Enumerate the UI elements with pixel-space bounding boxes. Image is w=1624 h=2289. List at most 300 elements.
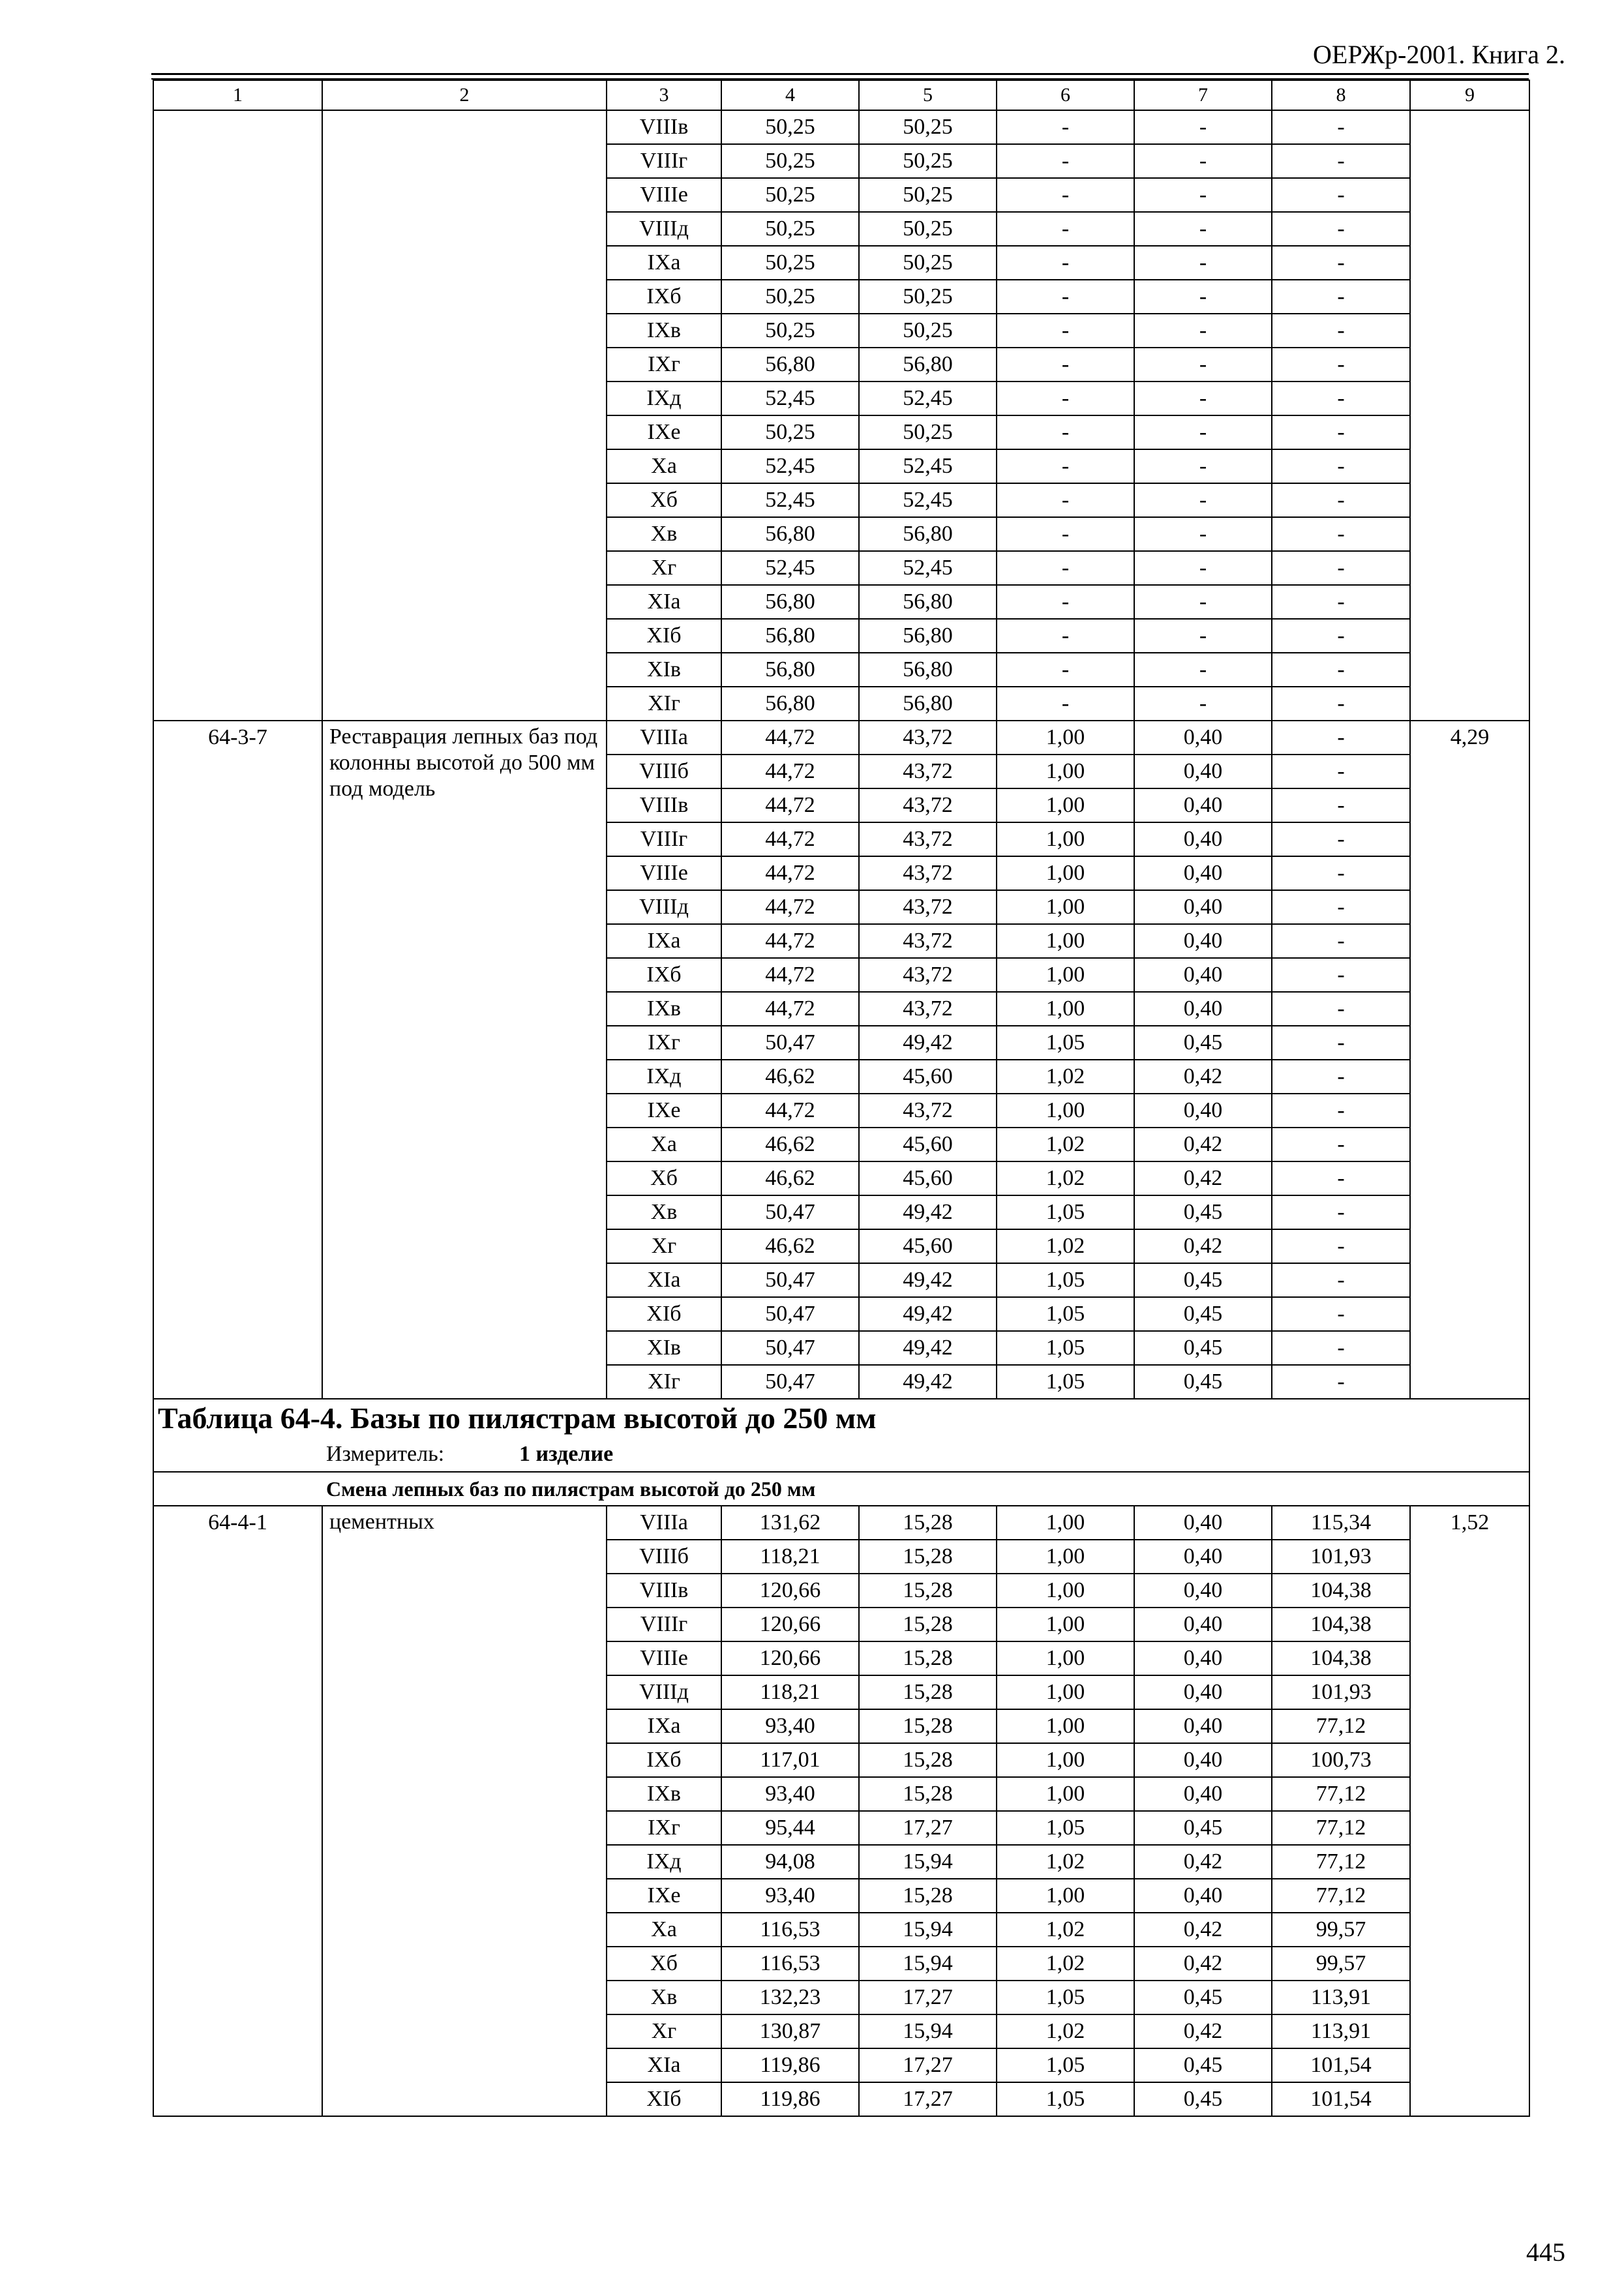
value-materials: - [1272, 856, 1410, 890]
value-wages: 49,42 [859, 1365, 997, 1399]
value-machines: - [997, 246, 1134, 280]
zone-code: VIIIв [607, 110, 721, 144]
value-total: 50,47 [721, 1297, 859, 1331]
value-machinist-wages: 0,42 [1134, 2014, 1272, 2048]
value-total: 93,40 [721, 1879, 859, 1913]
value-total: 56,80 [721, 585, 859, 619]
value-machinist-wages: - [1134, 687, 1272, 721]
zone-code: IXб [607, 958, 721, 992]
value-materials: - [1272, 619, 1410, 653]
zone-code: Xв [607, 517, 721, 551]
value-wages: 49,42 [859, 1026, 997, 1060]
value-machinist-wages: 0,42 [1134, 1845, 1272, 1879]
value-materials: - [1272, 1229, 1410, 1263]
zone-code: IXа [607, 1709, 721, 1743]
value-wages: 52,45 [859, 449, 997, 483]
value-total: 44,72 [721, 992, 859, 1026]
value-machines: - [997, 619, 1134, 653]
zone-code: VIIIв [607, 1574, 721, 1608]
value-wages: 43,72 [859, 1094, 997, 1128]
value-materials: - [1272, 280, 1410, 314]
measure-label: Измеритель: [326, 1442, 445, 1466]
value-wages: 45,60 [859, 1060, 997, 1094]
value-machines: - [997, 144, 1134, 178]
zone-code: Xг [607, 1229, 721, 1263]
zone-code: XIб [607, 1297, 721, 1331]
value-machines: 1,02 [997, 1229, 1134, 1263]
value-machines: 1,00 [997, 1641, 1134, 1675]
value-materials: - [1272, 1331, 1410, 1365]
value-wages: 43,72 [859, 755, 997, 788]
value-total: 132,23 [721, 1981, 859, 2014]
value-total: 44,72 [721, 890, 859, 924]
zone-code: XIа [607, 2048, 721, 2082]
value-materials: - [1272, 1195, 1410, 1229]
value-wages: 49,42 [859, 1297, 997, 1331]
zone-code: XIб [607, 2082, 721, 2116]
value-total: 56,80 [721, 687, 859, 721]
value-wages: 15,94 [859, 1845, 997, 1879]
value-materials: - [1272, 890, 1410, 924]
value-materials: - [1272, 551, 1410, 585]
value-machines: - [997, 178, 1134, 212]
value-total: 130,87 [721, 2014, 859, 2048]
value-machines: 1,00 [997, 958, 1134, 992]
value-total: 50,47 [721, 1195, 859, 1229]
value-machinist-wages: 0,45 [1134, 1365, 1272, 1399]
value-machinist-wages: - [1134, 348, 1272, 382]
value-wages: 50,25 [859, 314, 997, 348]
value-machines: 1,02 [997, 1060, 1134, 1094]
value-total: 44,72 [721, 822, 859, 856]
value-machines: 1,00 [997, 856, 1134, 890]
value-materials: 77,12 [1272, 1879, 1410, 1913]
value-wages: 15,28 [859, 1709, 997, 1743]
value-wages: 15,94 [859, 1947, 997, 1981]
subsection-title: Смена лепных баз по пилястрам высотой до 250 мм [153, 1472, 1529, 1506]
document-header-title: ОЕРЖр-2001. Книга 2. [1313, 40, 1565, 69]
value-machinist-wages: 0,40 [1134, 992, 1272, 1026]
rates-table [153, 80, 1530, 2117]
value-machines: - [997, 382, 1134, 415]
value-total: 56,80 [721, 348, 859, 382]
section-title-row [153, 1399, 1529, 1437]
value-materials: - [1272, 382, 1410, 415]
value-total: 52,45 [721, 449, 859, 483]
column-number: 7 [1134, 80, 1272, 110]
value-materials: - [1272, 924, 1410, 958]
value-machines: 1,00 [997, 890, 1134, 924]
value-wages: 15,28 [859, 1574, 997, 1608]
zone-code: IXд [607, 1060, 721, 1094]
zone-code: VIIIе [607, 856, 721, 890]
value-wages: 17,27 [859, 2048, 997, 2082]
value-wages: 56,80 [859, 619, 997, 653]
value-materials: - [1272, 1161, 1410, 1195]
value-total: 52,45 [721, 551, 859, 585]
value-total: 46,62 [721, 1229, 859, 1263]
value-machinist-wages: 0,40 [1134, 924, 1272, 958]
zone-code: IXг [607, 348, 721, 382]
value-materials: - [1272, 144, 1410, 178]
value-wages: 43,72 [859, 924, 997, 958]
value-machinist-wages: 0,40 [1134, 1777, 1272, 1811]
value-total: 50,25 [721, 212, 859, 246]
value-materials: 101,54 [1272, 2048, 1410, 2082]
item-code-cell: 64-4-1 [153, 1506, 322, 2116]
zone-code: VIIIб [607, 755, 721, 788]
zone-code: VIIIг [607, 1608, 721, 1641]
value-total: 56,80 [721, 653, 859, 687]
measure-row [153, 1437, 1529, 1472]
value-materials: - [1272, 788, 1410, 822]
value-machinist-wages: - [1134, 382, 1272, 415]
value-total: 50,25 [721, 144, 859, 178]
value-machinist-wages: - [1134, 585, 1272, 619]
value-wages: 49,42 [859, 1263, 997, 1297]
value-materials: 99,57 [1272, 1947, 1410, 1981]
value-machines: 1,05 [997, 1297, 1134, 1331]
value-wages: 52,45 [859, 382, 997, 415]
value-machines: - [997, 348, 1134, 382]
zone-code: IXа [607, 924, 721, 958]
table-row [153, 721, 1529, 755]
page-number: 445 [1526, 2237, 1565, 2267]
value-total: 56,80 [721, 619, 859, 653]
zone-code: IXд [607, 382, 721, 415]
value-total: 93,40 [721, 1709, 859, 1743]
zone-code: IXд [607, 1845, 721, 1879]
zone-code: VIIIд [607, 1675, 721, 1709]
zone-code: VIIIа [607, 721, 721, 755]
value-total: 44,72 [721, 958, 859, 992]
value-machinist-wages: 0,40 [1134, 1743, 1272, 1777]
value-total: 46,62 [721, 1128, 859, 1161]
column-number: 6 [997, 80, 1134, 110]
zone-code: VIIIб [607, 1540, 721, 1574]
value-machinist-wages: 0,45 [1134, 1195, 1272, 1229]
zone-code: XIг [607, 1365, 721, 1399]
zone-code: IXе [607, 415, 721, 449]
value-machinist-wages: 0,40 [1134, 1540, 1272, 1574]
zone-code: XIа [607, 585, 721, 619]
value-machines: 1,02 [997, 1128, 1134, 1161]
value-materials: - [1272, 178, 1410, 212]
zone-code: Xа [607, 449, 721, 483]
value-wages: 50,25 [859, 144, 997, 178]
value-machinist-wages: - [1134, 212, 1272, 246]
value-machines: - [997, 212, 1134, 246]
value-machinist-wages: 0,42 [1134, 1947, 1272, 1981]
value-materials: 113,91 [1272, 2014, 1410, 2048]
value-materials: - [1272, 246, 1410, 280]
value-machines: 1,00 [997, 1608, 1134, 1641]
column-number: 9 [1410, 80, 1529, 110]
value-machines: 1,05 [997, 2082, 1134, 2116]
rates-table-body [153, 80, 1529, 2116]
value-machines: 1,00 [997, 1675, 1134, 1709]
value-machines: 1,00 [997, 721, 1134, 755]
value-materials: - [1272, 1128, 1410, 1161]
value-wages: 15,28 [859, 1506, 997, 1540]
value-machinist-wages: - [1134, 178, 1272, 212]
value-machines: 1,05 [997, 1026, 1134, 1060]
zone-code: Xг [607, 551, 721, 585]
labor-cost-cell [1410, 110, 1529, 721]
value-materials: - [1272, 755, 1410, 788]
zone-code: VIIIд [607, 890, 721, 924]
value-machinist-wages: 0,40 [1134, 1094, 1272, 1128]
zone-code: VIIIг [607, 822, 721, 856]
value-machines: - [997, 585, 1134, 619]
zone-code: IXв [607, 992, 721, 1026]
value-materials: 100,73 [1272, 1743, 1410, 1777]
value-total: 50,25 [721, 246, 859, 280]
value-total: 118,21 [721, 1540, 859, 1574]
value-materials: 101,93 [1272, 1675, 1410, 1709]
value-materials: - [1272, 1026, 1410, 1060]
value-wages: 56,80 [859, 687, 997, 721]
value-machinist-wages: 0,45 [1134, 1811, 1272, 1845]
zone-code: XIв [607, 1331, 721, 1365]
value-machinist-wages: 0,42 [1134, 1229, 1272, 1263]
value-machinist-wages: - [1134, 246, 1272, 280]
value-total: 52,45 [721, 483, 859, 517]
value-machinist-wages: 0,40 [1134, 1879, 1272, 1913]
value-machines: 1,05 [997, 1263, 1134, 1297]
value-total: 50,47 [721, 1331, 859, 1365]
zone-code: IXв [607, 314, 721, 348]
measure-cell [153, 1437, 1529, 1472]
value-materials: 101,54 [1272, 2082, 1410, 2116]
value-machinist-wages: 0,42 [1134, 1128, 1272, 1161]
value-machinist-wages: - [1134, 483, 1272, 517]
value-total: 56,80 [721, 517, 859, 551]
value-machines: 1,00 [997, 755, 1134, 788]
value-machines: 1,00 [997, 822, 1134, 856]
value-total: 131,62 [721, 1506, 859, 1540]
value-machines: 1,02 [997, 1161, 1134, 1195]
value-total: 93,40 [721, 1777, 859, 1811]
zone-code: Xа [607, 1913, 721, 1947]
value-materials: 77,12 [1272, 1845, 1410, 1879]
zone-code: XIг [607, 687, 721, 721]
value-total: 50,47 [721, 1263, 859, 1297]
zone-code: IXб [607, 280, 721, 314]
value-machinist-wages: - [1134, 280, 1272, 314]
zone-code: Xв [607, 1195, 721, 1229]
value-machines: 1,02 [997, 1947, 1134, 1981]
value-materials: 77,12 [1272, 1777, 1410, 1811]
item-code-cell: 64-3-7 [153, 721, 322, 1399]
zone-code: XIб [607, 619, 721, 653]
value-wages: 15,28 [859, 1879, 997, 1913]
value-machines: 1,00 [997, 1879, 1134, 1913]
zone-code: VIIIг [607, 144, 721, 178]
value-materials: - [1272, 653, 1410, 687]
value-wages: 49,42 [859, 1331, 997, 1365]
zone-code: Xб [607, 483, 721, 517]
zone-code: XIа [607, 1263, 721, 1297]
zone-code: IXг [607, 1026, 721, 1060]
value-machinist-wages: 0,40 [1134, 1641, 1272, 1675]
value-wages: 50,25 [859, 110, 997, 144]
value-materials: 104,38 [1272, 1574, 1410, 1608]
value-machines: - [997, 653, 1134, 687]
value-machines: 1,00 [997, 1540, 1134, 1574]
value-total: 46,62 [721, 1060, 859, 1094]
value-total: 44,72 [721, 721, 859, 755]
value-machinist-wages: 0,40 [1134, 755, 1272, 788]
zone-code: VIIIе [607, 1641, 721, 1675]
value-total: 44,72 [721, 1094, 859, 1128]
value-total: 44,72 [721, 788, 859, 822]
value-materials: 99,57 [1272, 1913, 1410, 1947]
value-wages: 56,80 [859, 653, 997, 687]
value-total: 44,72 [721, 924, 859, 958]
value-materials: - [1272, 415, 1410, 449]
value-machinist-wages: 0,40 [1134, 788, 1272, 822]
value-wages: 45,60 [859, 1161, 997, 1195]
value-total: 95,44 [721, 1811, 859, 1845]
labor-cost-cell: 4,29 [1410, 721, 1529, 1399]
value-wages: 15,28 [859, 1777, 997, 1811]
value-materials: - [1272, 1060, 1410, 1094]
value-machinist-wages: 0,40 [1134, 1709, 1272, 1743]
value-machinist-wages: - [1134, 449, 1272, 483]
zone-code: VIIIв [607, 788, 721, 822]
value-machinist-wages: 0,40 [1134, 721, 1272, 755]
value-materials: - [1272, 348, 1410, 382]
value-materials: - [1272, 687, 1410, 721]
value-machines: - [997, 415, 1134, 449]
value-machinist-wages: - [1134, 144, 1272, 178]
value-machines: 1,02 [997, 1913, 1134, 1947]
table-row [153, 110, 1529, 144]
value-materials: - [1272, 517, 1410, 551]
value-wages: 43,72 [859, 856, 997, 890]
section-title: Таблица 64-4. Базы по пилястрам высотой до 250 мм [153, 1399, 1529, 1437]
value-wages: 49,42 [859, 1195, 997, 1229]
value-materials: - [1272, 721, 1410, 755]
value-machinist-wages: 0,45 [1134, 1297, 1272, 1331]
value-total: 120,66 [721, 1641, 859, 1675]
zone-code: Xв [607, 1981, 721, 2014]
zone-code: Xб [607, 1947, 721, 1981]
zone-code: IXб [607, 1743, 721, 1777]
value-wages: 45,60 [859, 1128, 997, 1161]
value-machines: 1,00 [997, 1777, 1134, 1811]
value-wages: 17,27 [859, 2082, 997, 2116]
value-machinist-wages: 0,42 [1134, 1060, 1272, 1094]
value-machinist-wages: - [1134, 619, 1272, 653]
value-materials: - [1272, 958, 1410, 992]
header-rule [151, 73, 1529, 75]
value-machinist-wages: - [1134, 551, 1272, 585]
subsection-row [153, 1472, 1529, 1506]
value-wages: 17,27 [859, 1811, 997, 1845]
value-total: 117,01 [721, 1743, 859, 1777]
value-materials: 101,93 [1272, 1540, 1410, 1574]
value-machines: 1,05 [997, 1195, 1134, 1229]
value-wages: 15,28 [859, 1608, 997, 1641]
value-total: 44,72 [721, 856, 859, 890]
value-total: 94,08 [721, 1845, 859, 1879]
value-materials: 104,38 [1272, 1641, 1410, 1675]
value-wages: 15,94 [859, 1913, 997, 1947]
value-materials: - [1272, 483, 1410, 517]
value-machinist-wages: - [1134, 517, 1272, 551]
value-machines: - [997, 280, 1134, 314]
value-materials: 113,91 [1272, 1981, 1410, 2014]
value-total: 50,25 [721, 110, 859, 144]
item-description-cell: цементных [322, 1506, 607, 2116]
value-machinist-wages: 0,45 [1134, 1263, 1272, 1297]
value-machinist-wages: - [1134, 653, 1272, 687]
value-wages: 45,60 [859, 1229, 997, 1263]
value-materials: 77,12 [1272, 1709, 1410, 1743]
value-wages: 43,72 [859, 890, 997, 924]
value-total: 116,53 [721, 1913, 859, 1947]
value-wages: 56,80 [859, 585, 997, 619]
column-number: 5 [859, 80, 997, 110]
value-machinist-wages: 0,40 [1134, 1675, 1272, 1709]
zone-code: Xа [607, 1128, 721, 1161]
zone-code: IXе [607, 1094, 721, 1128]
zone-code: XIв [607, 653, 721, 687]
value-machines: 1,00 [997, 1094, 1134, 1128]
value-total: 50,47 [721, 1026, 859, 1060]
value-machines: 1,00 [997, 992, 1134, 1026]
zone-code: VIIIа [607, 1506, 721, 1540]
measure-value: 1 изделие [519, 1442, 614, 1466]
value-machines: - [997, 483, 1134, 517]
value-machinist-wages: - [1134, 314, 1272, 348]
value-wages: 15,28 [859, 1743, 997, 1777]
value-wages: 52,45 [859, 483, 997, 517]
value-machines: 1,02 [997, 1845, 1134, 1879]
value-machines: 1,00 [997, 1743, 1134, 1777]
value-machinist-wages: 0,42 [1134, 1161, 1272, 1195]
item-code-cell [153, 110, 322, 721]
value-total: 46,62 [721, 1161, 859, 1195]
value-machines: 1,00 [997, 788, 1134, 822]
value-materials: 104,38 [1272, 1608, 1410, 1641]
value-materials: - [1272, 1263, 1410, 1297]
column-number: 1 [153, 80, 322, 110]
value-machines: 1,00 [997, 1574, 1134, 1608]
value-machines: 1,05 [997, 1331, 1134, 1365]
value-machinist-wages: 0,42 [1134, 1913, 1272, 1947]
value-wages: 15,28 [859, 1641, 997, 1675]
value-machines: 1,00 [997, 1709, 1134, 1743]
value-materials: - [1272, 992, 1410, 1026]
value-total: 120,66 [721, 1608, 859, 1641]
zone-code: Xг [607, 2014, 721, 2048]
value-wages: 43,72 [859, 822, 997, 856]
value-machines: 1,05 [997, 2048, 1134, 2082]
value-machinist-wages: 0,40 [1134, 822, 1272, 856]
value-total: 50,25 [721, 280, 859, 314]
value-wages: 50,25 [859, 212, 997, 246]
zone-code: IXв [607, 1777, 721, 1811]
value-machines: 1,02 [997, 2014, 1134, 2048]
value-materials: - [1272, 1094, 1410, 1128]
zone-code: Xб [607, 1161, 721, 1195]
value-machinist-wages: 0,40 [1134, 1608, 1272, 1641]
value-machines: - [997, 449, 1134, 483]
column-number: 4 [721, 80, 859, 110]
